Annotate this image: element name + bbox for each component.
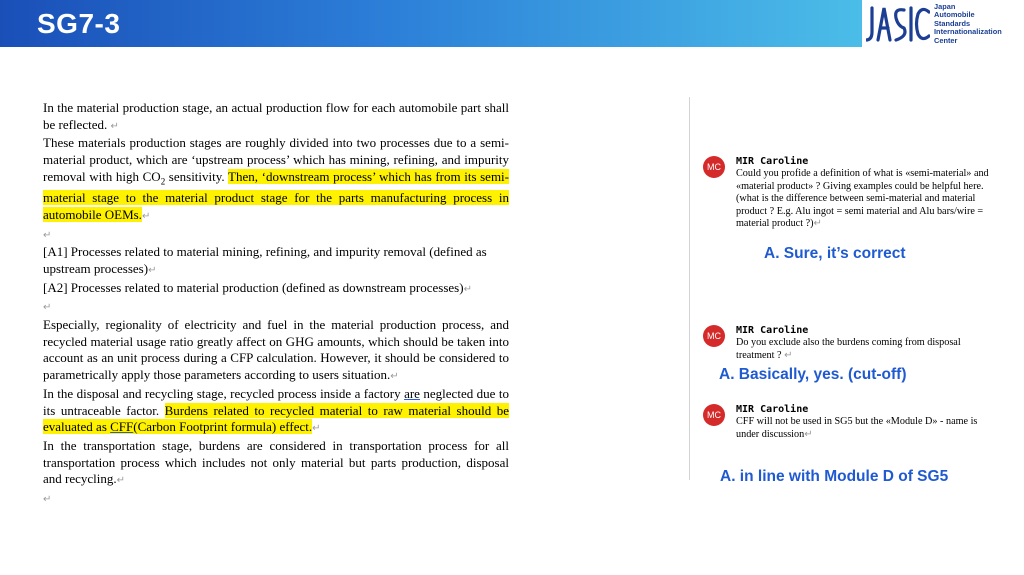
comment-text (736, 168, 991, 231)
paragraph-mark: ↵ (390, 371, 399, 383)
jasic-logo-mark (866, 2, 930, 46)
paragraph-transportation (43, 438, 509, 490)
jasic-logo (864, 0, 1024, 47)
paragraph-disposal-recycling (43, 386, 509, 438)
logo-text (934, 3, 1002, 45)
comment-pane-divider (689, 97, 690, 480)
avatar: MC (703, 156, 725, 178)
comment-text (736, 337, 991, 362)
comment-text-content: CFF will not be used in SG5 but the «Module D» - name is under discussion (736, 416, 978, 440)
logo-line: Automobile (934, 10, 975, 20)
comment-text (736, 416, 991, 441)
logo-line: Internationalization (934, 27, 1002, 37)
paragraph-material-production (43, 100, 509, 135)
paragraph-mark: ↵ (43, 229, 52, 241)
comment-text-content: Do you exclude also the burdens coming from disposal treatment ? (736, 337, 961, 361)
comment-text-content: Could you profide a definition of what is «semi-material» and «material product» ? Giving examples could be helpful here. (what is the difference between semi-material and material product ? E.g. Alu ingot = semi material and Alu bars/wire = material product ?) (736, 168, 989, 230)
avatar: MC (703, 325, 725, 347)
paragraph-mark: ↵ (110, 120, 119, 132)
paragraph-text: sensitivity. (165, 168, 229, 184)
document-excerpt (43, 100, 509, 509)
avatar: MC (703, 404, 725, 426)
comment-author: MIR Caroline (736, 156, 809, 167)
empty-paragraph (43, 298, 509, 317)
paragraph-mark: ↵ (463, 283, 472, 295)
highlighted-text: Then, ‘downstream process’ which has from its semi-material stage to the material product stage for the parts manufacturing process in automobile OEMs. (43, 168, 510, 222)
paragraph-text: These materials production stages are roughly divided into two processes due to a semi-material product, which are ‘upstream process’ which has mining, refining, and impurity removal with high CO (43, 135, 509, 184)
paragraph-regionality (43, 317, 509, 386)
paragraph-text: In the material production stage, an actual production flow for each automobile part shall be reflected. (43, 100, 509, 132)
logo-line: Standards (934, 18, 971, 28)
paragraph-mark: ↵ (784, 349, 793, 361)
comment-body (736, 404, 991, 441)
paragraph-text: In the transportation stage, burdens are considered in transportation process for all transportation process which includes not only material but parts production, disposal and recycling. (43, 437, 509, 487)
logo-line: Japan (934, 2, 956, 11)
comment-body (736, 325, 991, 362)
empty-paragraph (43, 490, 509, 509)
underlined-word: are (404, 385, 420, 401)
paragraph-mark: ↵ (116, 475, 126, 487)
empty-paragraph (43, 226, 509, 245)
logo-line: Center (934, 35, 958, 45)
paragraph-mark: ↵ (43, 494, 52, 506)
list-item-a2 (43, 280, 509, 299)
paragraph-text: In the disposal and recycling stage, recycled process inside a factory (43, 385, 405, 401)
highlighted-text-part: (Carbon Footprint formula) effect. (133, 419, 313, 435)
answer-1: A. Sure, it’s correct (764, 245, 906, 262)
paragraph-mark: ↵ (141, 210, 151, 222)
paragraph-mark: ↵ (43, 302, 52, 314)
highlighted-text-part: Burdens related to recycled material to raw material should be evaluated as (43, 402, 509, 435)
subscript-2: 2 (160, 176, 166, 187)
comment-author: MIR Caroline (736, 325, 809, 336)
paragraph-mark: ↵ (813, 218, 822, 230)
paragraph-mark: ↵ (148, 264, 157, 276)
paragraph-text: neglected due to its untraceable factor. (43, 385, 510, 418)
list-item-a1 (43, 244, 509, 279)
comment-author: MIR Caroline (736, 404, 809, 415)
paragraph-process-stages (43, 135, 509, 225)
paragraph-text: Especially, regionality of electricity and fuel in the material production process, and recycled material usage ratio greatly affect on GHG amounts, which should be taken into account as an unit process during a CFP calculation. However, it should be considered to parametrically apply those parameters according to users situation. (43, 317, 509, 383)
paragraph-text: [A2] Processes related to material production (defined as downstream processes) (43, 279, 464, 295)
answer-2: A. Basically, yes. (cut-off) (719, 366, 907, 383)
paragraph-mark: ↵ (804, 428, 813, 440)
slide-title: SG7-3 (37, 8, 121, 39)
paragraph-mark: ↵ (312, 423, 321, 435)
paragraph-text: [A1] Processes related to material mining, refining, and impurity removal (defined as upstream processes) (43, 244, 487, 276)
answer-3: A. in line with Module D of SG5 (720, 468, 949, 485)
comment-body (736, 156, 991, 231)
title-banner (0, 0, 862, 47)
underlined-word: CFF (110, 419, 134, 435)
